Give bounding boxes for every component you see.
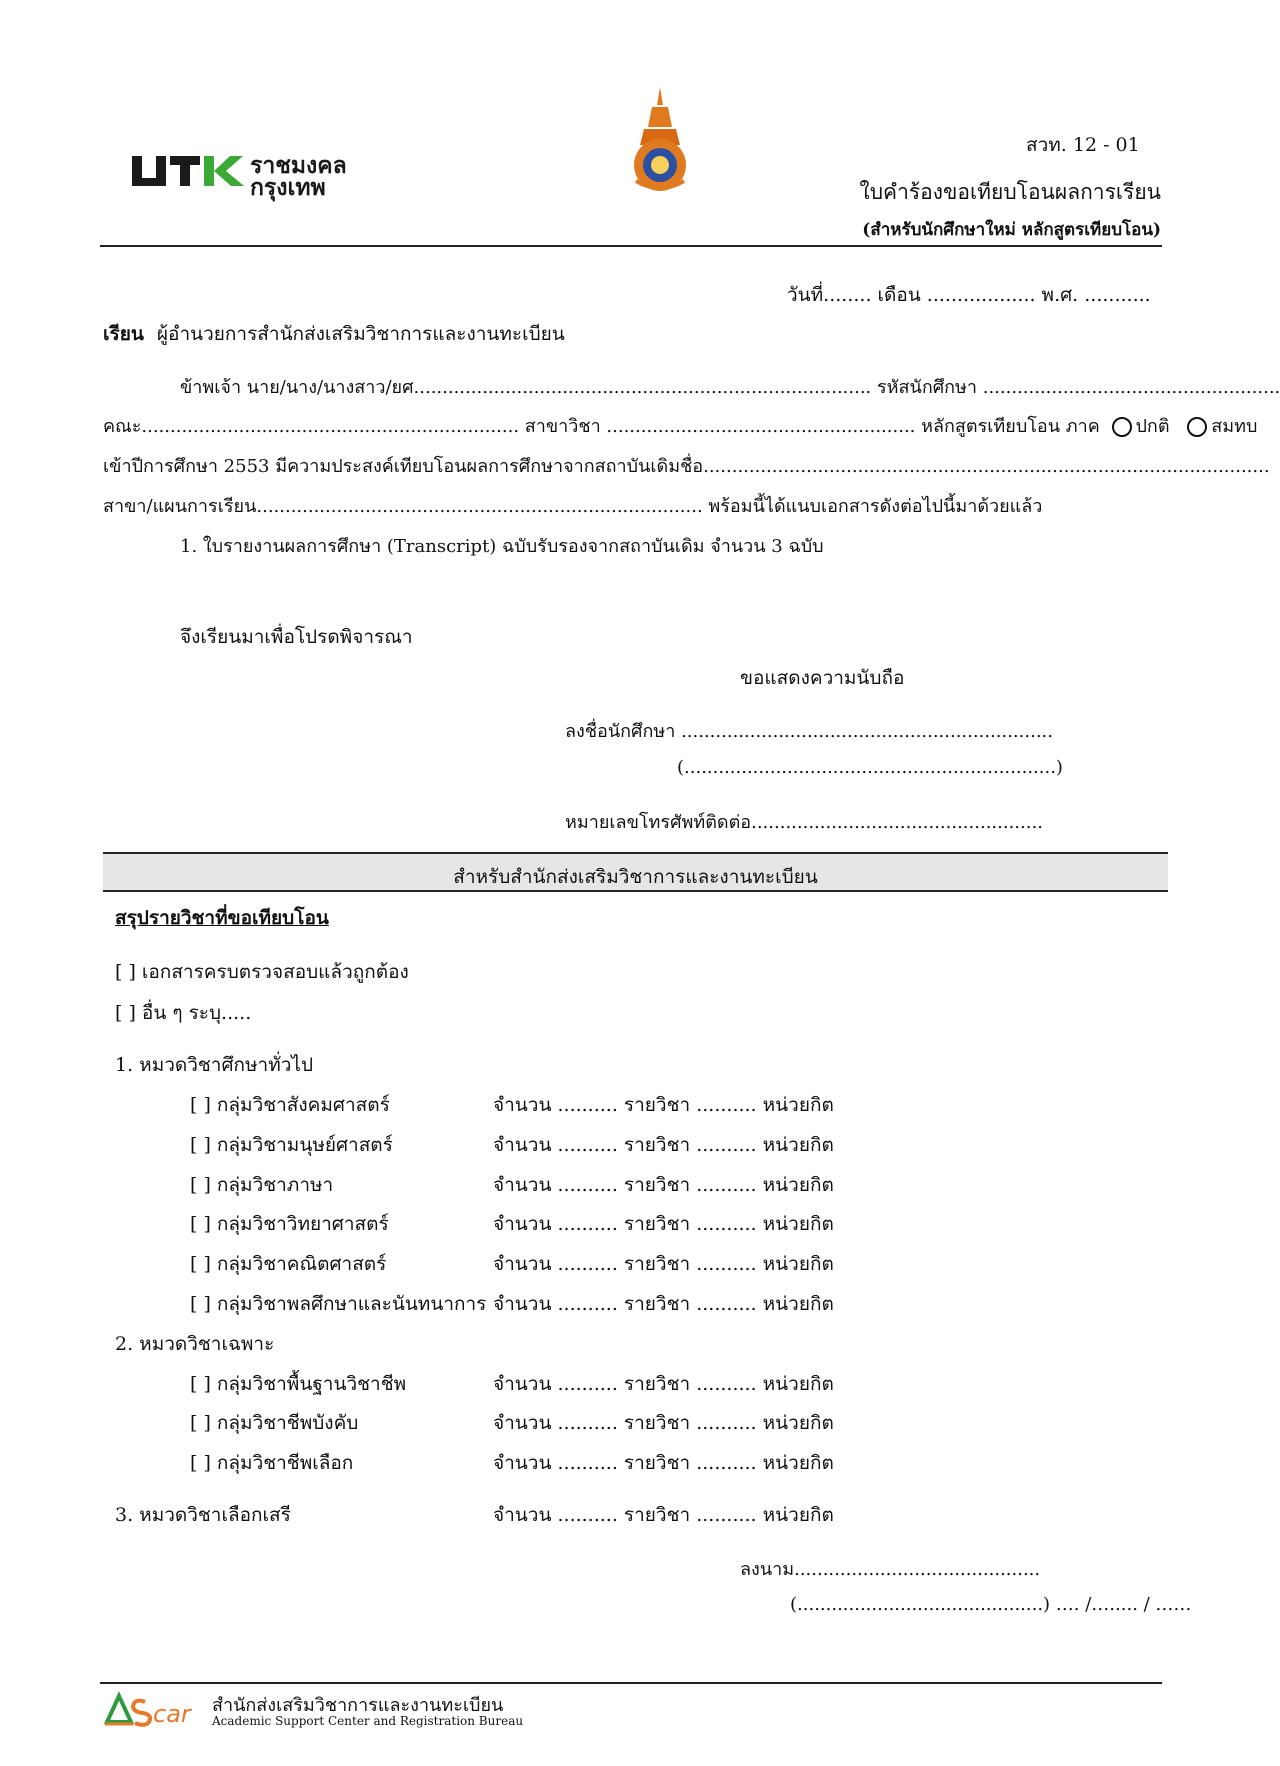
- program-line[interactable]: สาขา/แผนการเรียน.............................................................................. พร้อมนี้ได้แนบเอกสารดังต่อไปนี้มาด้วยแล้ว: [103, 496, 1043, 517]
- regards-text: ขอแสดงความนับถือ: [740, 667, 905, 689]
- closing-text: จึงเรียนมาเพื่อโปรดพิจารณา: [180, 626, 413, 648]
- section2-group-foundation[interactable]: [ ] กลุ่มวิชาพื้นฐานวิชาชีพ: [190, 1373, 407, 1395]
- section1-group-math[interactable]: [ ] กลุ่มวิชาคณิตศาสตร์: [190, 1253, 387, 1275]
- logo-text-line1: ราชมงคล: [250, 153, 347, 179]
- officer-signature-line[interactable]: ลงนาม...........................................: [740, 1559, 1041, 1580]
- section1-count-humanities[interactable]: จำนวน .......... รายวิชา .......... หน่วยกิต: [493, 1134, 834, 1156]
- svg-text:car: car: [153, 1700, 191, 1728]
- office-bar-title: สำหรับสำนักส่งเสริมวิชาการและงานทะเบียน: [453, 866, 818, 888]
- section1-group-humanities[interactable]: [ ] กลุ่มวิชามนุษย์ศาสตร์: [190, 1134, 393, 1156]
- university-emblem: [630, 85, 690, 195]
- section1-group-science[interactable]: [ ] กลุ่มวิชาวิทยาศาสตร์: [190, 1213, 389, 1235]
- section1-count-science[interactable]: จำนวน .......... รายวิชา .......... หน่วยกิต: [493, 1213, 834, 1235]
- section1-title: 1. หมวดวิชาศึกษาทั่วไป: [115, 1054, 314, 1076]
- section1-group-pe[interactable]: [ ] กลุ่มวิชาพลศึกษาและนันทนาการ: [190, 1293, 487, 1315]
- section2-count-foundation[interactable]: จำนวน .......... รายวิชา .......... หน่วยกิต: [493, 1373, 834, 1395]
- university-logo: [130, 150, 360, 201]
- section2-group-required[interactable]: [ ] กลุ่มวิชาชีพบังคับ: [190, 1412, 359, 1434]
- section2-title: 2. หมวดวิชาเฉพาะ: [115, 1333, 275, 1355]
- section1-count-pe[interactable]: จำนวน .......... รายวิชา .......... หน่วยกิต: [493, 1293, 834, 1315]
- section3-count[interactable]: จำนวน .......... รายวิชา .......... หน่วยกิต: [493, 1504, 834, 1526]
- to-label: เรียน: [103, 323, 144, 345]
- faculty-major-text[interactable]: คณะ.................................................................. สาขาวิชา ...................................................... หลักสูตรเทียบโอน ภาค: [103, 416, 1100, 437]
- date-line[interactable]: วันที่........ เดือน .................. พ.ศ. ...........: [787, 284, 1151, 306]
- section1-group-language[interactable]: [ ] กลุ่มวิชาภาษา: [190, 1174, 334, 1196]
- footer-logo: [105, 1692, 207, 1728]
- check-docs-complete[interactable]: [ ] เอกสารครบตรวจสอบแล้วถูกต้อง: [115, 961, 409, 983]
- to-text: ผู้อำนวยการสำนักส่งเสริมวิชาการและงานทะเบียน: [156, 323, 565, 345]
- radio-regular[interactable]: [1112, 417, 1132, 437]
- student-signature-line[interactable]: ลงชื่อนักศึกษา .................................................................: [565, 721, 1053, 742]
- footer-office-name-en: Academic Support Center and Registration Bureau: [212, 1714, 524, 1728]
- faculty-line: [103, 411, 1257, 440]
- attachment-item-1: 1. ใบรายงานผลการศึกษา (Transcript) ฉบับรับรองจากสถาบันเดิม จำนวน 3 ฉบับ: [180, 536, 824, 557]
- addressee-line: [103, 319, 565, 349]
- footer-divider: [100, 1682, 1162, 1684]
- section2-count-elective[interactable]: จำนวน .......... รายวิชา .......... หน่วยกิต: [493, 1452, 834, 1474]
- ascar-logo-icon: [105, 1692, 207, 1728]
- office-use-bar: [103, 852, 1168, 892]
- institution-line[interactable]: เข้าปีการศึกษา 2553 มีความประสงค์เทียบโอนผลการศึกษาจากสถาบันเดิมชื่อ...................................................................................................: [103, 456, 1270, 477]
- officer-name-date-line[interactable]: (...........................................) …. /…..... / ……: [790, 1594, 1192, 1615]
- section1-count-math[interactable]: จำนวน .......... รายวิชา .......... หน่วยกิต: [493, 1253, 834, 1275]
- section3-title: 3. หมวดวิชาเลือกเสรี: [115, 1504, 291, 1526]
- section1-group-social[interactable]: [ ] กลุ่มวิชาสังคมศาสตร์: [190, 1094, 390, 1116]
- section1-count-social[interactable]: จำนวน .......... รายวิชา .......... หน่วยกิต: [493, 1094, 834, 1116]
- logo-text-line2: กรุงเทพ: [250, 175, 326, 201]
- student-name-line[interactable]: (.................................................................): [677, 757, 1063, 778]
- applicant-name-line[interactable]: ข้าพเจ้า นาย/นาง/นางสาว/ยศ................................................................................ รหัสนักศึกษา ....................................................: [180, 377, 1280, 398]
- form-code: สวท. 12 - 01: [1026, 134, 1140, 156]
- section1-count-language[interactable]: จำนวน .......... รายวิชา .......... หน่วยกิต: [493, 1174, 834, 1196]
- check-other[interactable]: [ ] อื่น ๆ ระบุ.....: [115, 1002, 252, 1024]
- option-special-label: สมทบ: [1211, 416, 1258, 437]
- form-title: ใบคำร้องขอเทียบโอนผลการเรียน: [859, 180, 1161, 204]
- radio-special[interactable]: [1187, 417, 1207, 437]
- form-subtitle: (สำหรับนักศึกษาใหม่ หลักสูตรเทียบโอน): [862, 220, 1161, 240]
- footer-office-name-th: สำนักส่งเสริมวิชาการและงานทะเบียน: [212, 1695, 504, 1716]
- utk-logo-mark: [130, 150, 248, 194]
- section2-count-required[interactable]: จำนวน .......... รายวิชา .......... หน่วยกิต: [493, 1412, 834, 1434]
- phone-line[interactable]: หมายเลขโทรศัพท์ติดต่อ...................................................: [565, 812, 1043, 833]
- summary-title: สรุปรายวิชาที่ขอเทียบโอน: [115, 907, 329, 929]
- option-regular-label: ปกติ: [1135, 416, 1170, 437]
- header-divider: [100, 245, 1162, 247]
- section2-group-elective[interactable]: [ ] กลุ่มวิชาชีพเลือก: [190, 1452, 354, 1474]
